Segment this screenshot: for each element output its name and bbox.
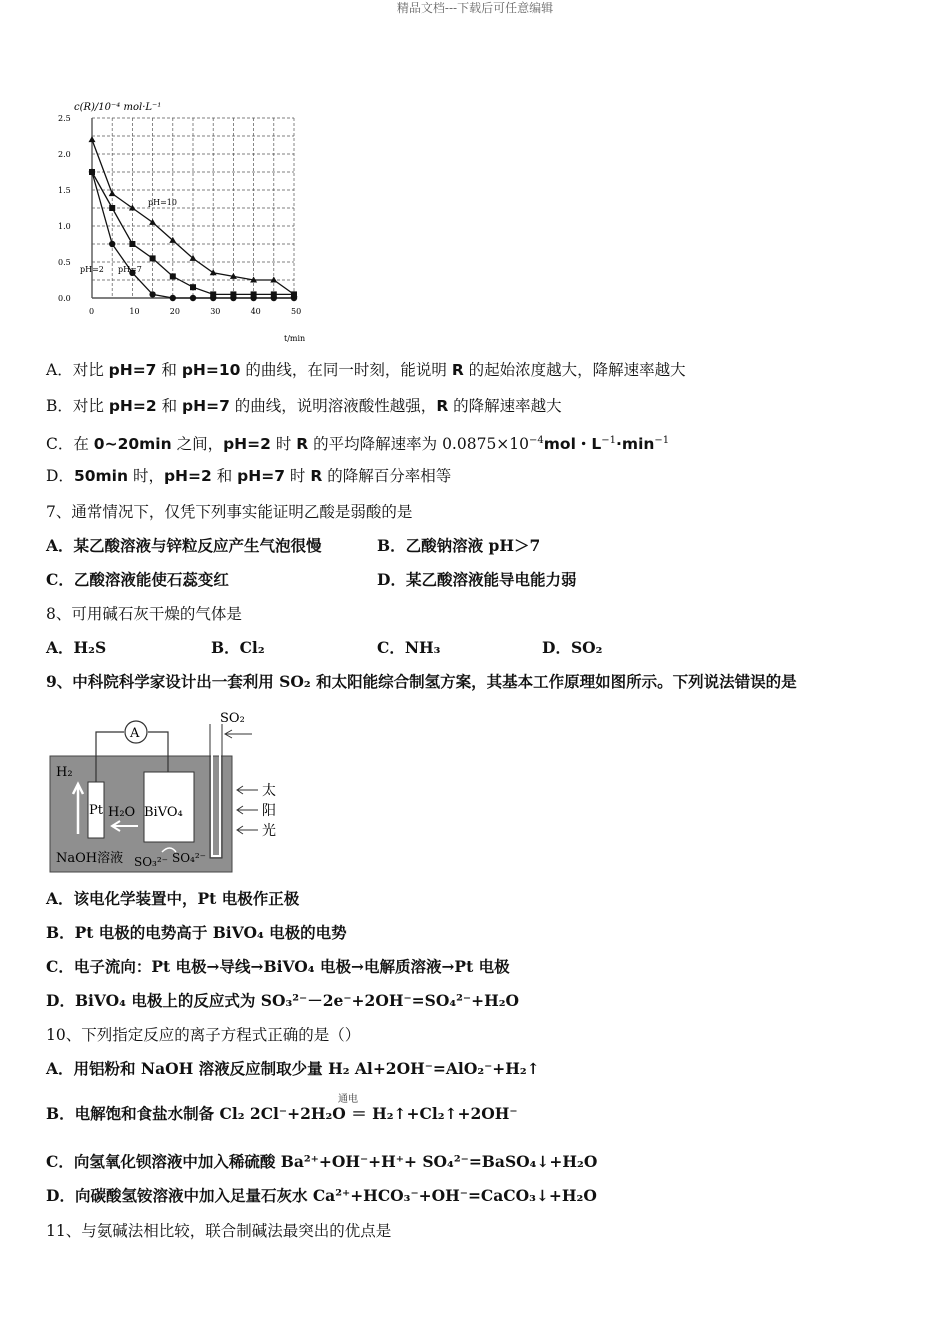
q6-option-d: D．50min 时，pH=2 和 pH=7 时 R 的降解百分率相等: [46, 467, 452, 485]
chart-ylabel: c(R)/10⁻⁴ mol·L⁻¹: [74, 102, 162, 113]
series-point: [251, 291, 257, 297]
q7-option-c: C．乙酸溶液能使石蕊变红: [46, 570, 229, 589]
svg-text:Pt: Pt: [89, 803, 103, 818]
series-point: [129, 241, 135, 247]
y-tick-label: 2.0: [58, 150, 71, 159]
q9-option-d: D．BiVO₄ 电极上的反应式为 SO₃²⁻－2e⁻+2OH⁻=SO₄²⁻+H₂O: [46, 991, 520, 1010]
y-tick-label: 0.0: [58, 294, 71, 303]
q7-option-d: D．某乙酸溶液能导电能力弱: [377, 570, 577, 589]
q10-option-a: A．用铝粉和 NaOH 溶液反应制取少量 H₂ Al+2OH⁻=AlO₂⁻+H₂↑: [46, 1059, 540, 1078]
q8-option-d: D．SO₂: [542, 638, 603, 657]
q9-stem: 9、中科院科学家设计出一套利用 SO₂ 和太阳能综合制氢方案，其基本工作原理如图所示。下列说法错误的是: [46, 672, 797, 691]
svg-text:SO₃²⁻: SO₃²⁻: [134, 855, 169, 869]
electrolysis-condition: 通电: [338, 1094, 358, 1105]
series-label-ph7: pH=7: [118, 265, 142, 274]
y-tick-labels: [58, 114, 71, 303]
x-tick-labels: [89, 307, 301, 316]
series-point: [190, 295, 196, 301]
x-tick-label: 10: [129, 307, 140, 316]
series-point: [230, 291, 236, 297]
page-header: 精品文档---下载后可任意编辑: [396, 1, 554, 15]
q6-option-c: C．在 0~20min 之间，pH=2 时 R 的平均降解速率为 $0.0875\times 10^{-4}mol$・$L^{-1}\cdot\min^{-1}$: [46, 435, 670, 453]
series-point: [170, 295, 176, 301]
q10-option-b: B．电解饱和食盐水制备 Cl₂ 2Cl⁻+2H₂O ＝ H₂↑+Cl₂↑+2OH⁻: [46, 1104, 518, 1123]
svg-text:H₂O: H₂O: [108, 805, 136, 820]
x-tick-label: 30: [210, 307, 221, 316]
sun-arrow-2: [237, 806, 258, 814]
sun-arrow-1: [237, 786, 258, 794]
series-point: [129, 205, 136, 211]
svg-text:A: A: [130, 726, 140, 741]
degradation-chart: [44, 98, 324, 348]
q11-stem: 11、与氨碱法相比较，联合制碱法最突出的优点是: [46, 1222, 392, 1240]
electrochem-diagram: [44, 706, 294, 878]
q9-option-b: B．Pt 电极的电势高于 BiVO₄ 电极的电势: [46, 923, 347, 942]
q8-option-b: B．Cl₂: [211, 638, 265, 657]
q7-option-a: A．某乙酸溶液与锌粒反应产生气泡很慢: [46, 536, 322, 555]
svg-text:阳: 阳: [262, 803, 276, 819]
q7-stem: 7、通常情况下，仅凭下列事实能证明乙酸是弱酸的是: [46, 503, 413, 521]
q6-option-a: A．对比 pH=7 和 pH=10 的曲线，在同一时刻，能说明 R 的起始浓度越大，降解速率越大: [46, 361, 686, 379]
series-point: [89, 169, 95, 175]
chart-xlabel: t/min: [284, 334, 306, 343]
q8-option-c: C．NH₃: [377, 638, 441, 657]
svg-text:光: 光: [262, 823, 276, 839]
svg-text:H₂: H₂: [56, 765, 73, 780]
y-tick-label: 2.5: [58, 114, 71, 123]
x-tick-label: 50: [291, 307, 302, 316]
q6-option-b: B．对比 pH=2 和 pH=7 的曲线，说明溶液酸性越强，R 的降解速率越大: [46, 397, 562, 415]
x-tick-label: 20: [169, 307, 180, 316]
svg-text:SO₂: SO₂: [220, 711, 245, 726]
q7-option-b: B．乙酸钠溶液 pH＞7: [377, 536, 541, 555]
series-point: [149, 219, 156, 225]
svg-text:BiVO₄: BiVO₄: [144, 805, 183, 820]
series-point: [291, 291, 297, 297]
series-point: [210, 291, 216, 297]
series-point: [109, 241, 115, 247]
x-tick-label: 0: [89, 307, 95, 316]
y-tick-label: 0.5: [58, 258, 71, 267]
y-tick-label: 1.5: [58, 186, 71, 195]
series-point: [149, 291, 155, 297]
svg-text:NaOH溶液: NaOH溶液: [56, 851, 124, 866]
so2-arrow: [225, 730, 252, 738]
q10-option-c: C．向氢氧化钡溶液中加入稀硫酸 Ba²⁺+OH⁻+H⁺+ SO₄²⁻=BaSO₄↓+H₂O: [46, 1152, 598, 1171]
series-point: [210, 269, 217, 275]
sun-arrow-3: [237, 826, 258, 834]
series-point: [170, 273, 176, 279]
series-point: [109, 205, 115, 211]
series-point: [190, 284, 196, 290]
series-label-ph2: pH=2: [80, 265, 104, 274]
q8-option-a: A．H₂S: [46, 638, 107, 657]
q10-stem: 10、下列指定反应的离子方程式正确的是（）: [46, 1026, 361, 1044]
y-tick-label: 1.0: [58, 222, 71, 231]
series-point: [271, 291, 277, 297]
q10-option-d: D．向碳酸氢铵溶液中加入足量石灰水 Ca²⁺+HCO₃⁻+OH⁻=CaCO₃↓+H₂O: [46, 1186, 597, 1205]
series-point: [109, 190, 116, 196]
series-label-ph10: pH=10: [148, 198, 177, 207]
q9-option-a: A．该电化学装置中，Pt 电极作正极: [46, 889, 300, 908]
series-point: [150, 255, 156, 261]
series-point: [89, 136, 96, 142]
q8-stem: 8、可用碱石灰干燥的气体是: [46, 605, 242, 623]
x-tick-label: 40: [250, 307, 261, 316]
svg-text:SO₄²⁻: SO₄²⁻: [172, 851, 207, 865]
svg-text:太: 太: [262, 783, 276, 799]
q9-option-c: C．电子流向：Pt 电极→导线→BiVO₄ 电极→电解质溶液→Pt 电极: [46, 957, 510, 976]
